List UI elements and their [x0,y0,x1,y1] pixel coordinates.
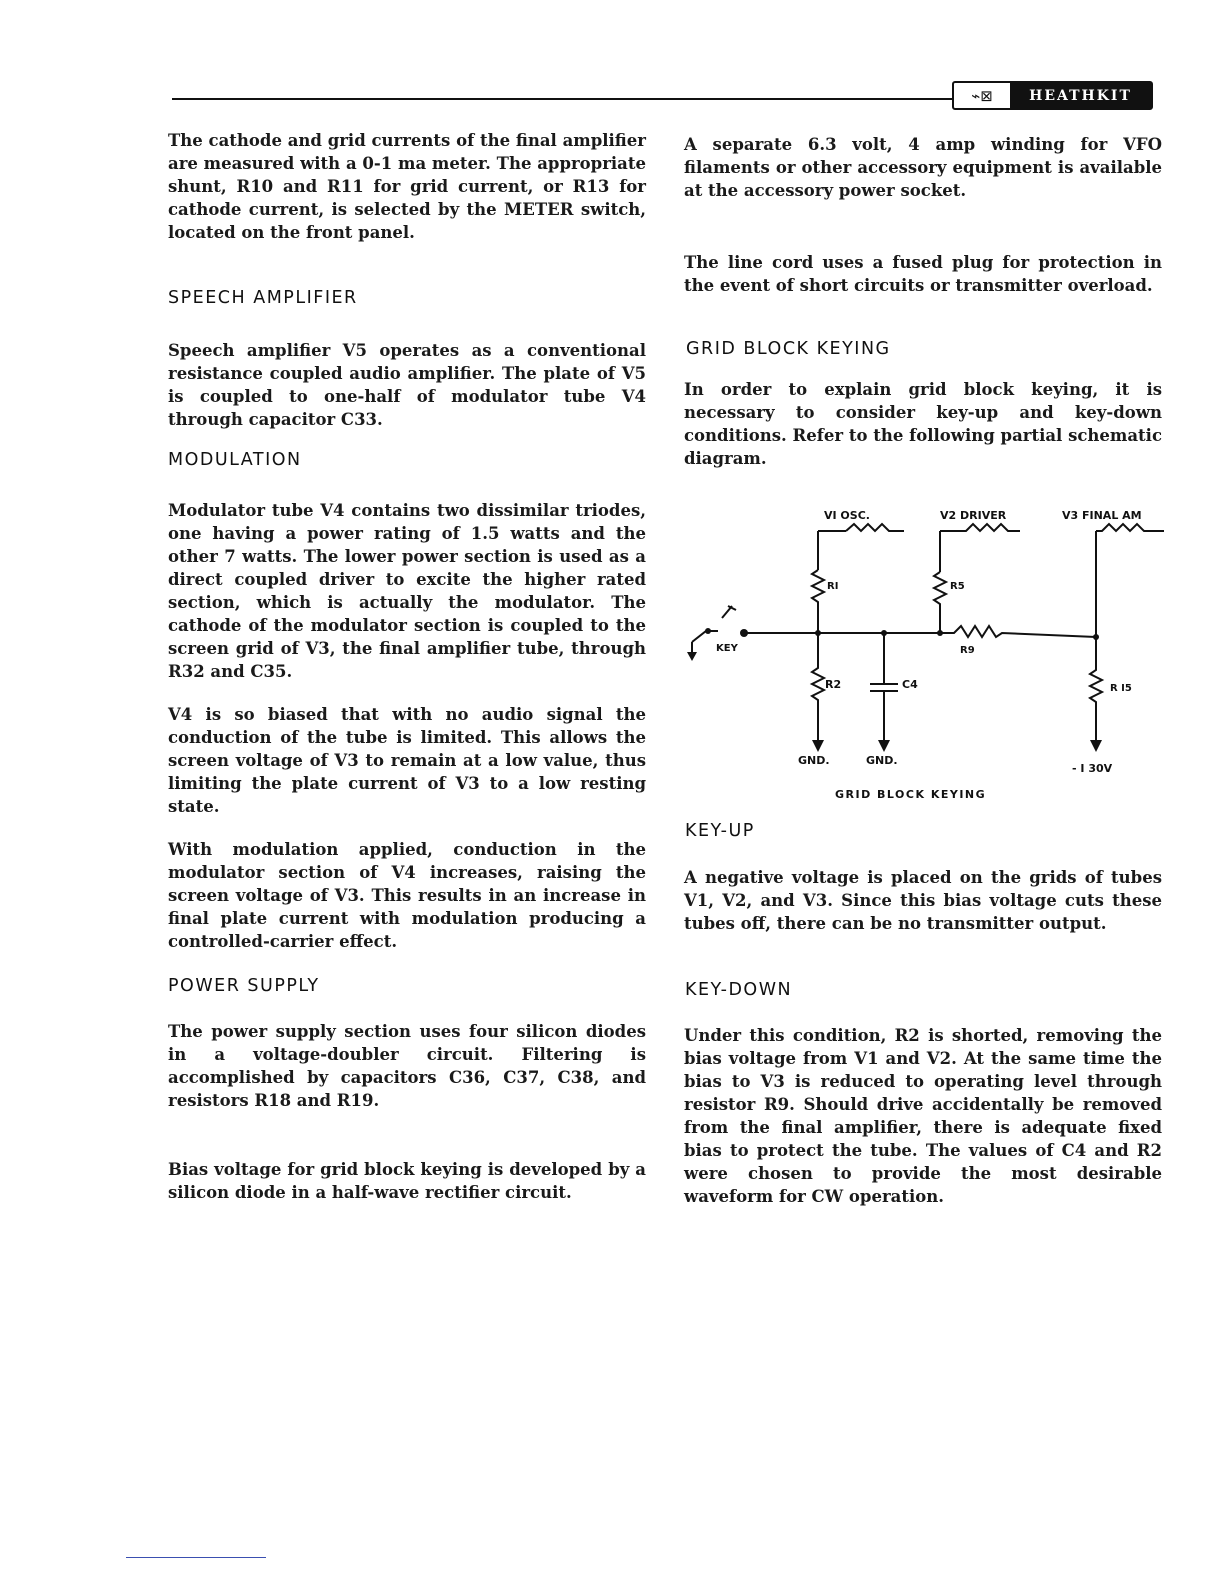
key-down-paragraph: Under this condition, R2 is shorted, removing the bias voltage from V1 and V2. At the same time the bias to V3 is reduced to operating level through resistor R9. Should drive accidentally be removed from the final amplifier, there is adequate fixed bias to protect the tube. The values of C4 and R2 were chosen to provide the most desirable waveform for CW operation. [684,1026,1162,1206]
modulation-paragraph-2: V4 is so biased that with no audio signal the conduction of the tube is limited. This allows the screen voltage of V3 to remain at a low value, thus limiting the plate current of V3 to a low resting state. [168,705,646,816]
r1-resistor [812,570,824,633]
junction-c4 [881,630,887,636]
v2-grid-line [940,524,1020,531]
v1-label: VI OSC. [824,509,870,522]
key-down-heading: KEY-DOWN [685,980,793,1000]
r15-resistor [1090,637,1102,744]
modulation-paragraph-1: Modulator tube V4 contains two dissimilar triodes, one having a power rating of 1.5 watts and the other 7 watts. The lower power section is used as a direct coupled driver to excite the higher rated section, which is actually the modulator. The cathode of the modulator section is coupled to the screen grid of V3, the final amplifier tube, through R32 and C35. [168,501,646,681]
header-rule [172,98,954,100]
v1-vertical [818,531,846,570]
vfo-winding-paragraph: A separate 6.3 volt, 4 amp winding for VFO filaments or other accessory equipment is available at the accessory power socket. [684,135,1162,200]
v3-grid-line [1096,524,1164,531]
neg-voltage-label: - I 30V [1072,762,1113,775]
gnd2-label: GND. [866,754,898,767]
grid-block-keying-heading: GRID BLOCK KEYING [686,339,891,359]
speech-amplifier-heading: SPEECH AMPLIFIER [168,288,358,308]
r9-label: R9 [960,645,975,656]
power-supply-heading: POWER SUPPLY [168,976,320,996]
junction-r1 [815,630,821,636]
v3-label: V3 FINAL AM [1062,509,1142,522]
key-arm [692,631,718,642]
intro-paragraph: The cathode and grid currents of the final amplifier are measured with a 0-1 ma meter. The appropriate shunt, R10 and R11 for grid current, or R13 for cathode current, is selected by the METER switch, located on the front panel. [168,131,646,242]
key-up-heading: KEY-UP [685,821,755,841]
key-contact-left [705,628,711,634]
power-supply-paragraph-1: The power supply section uses four silicon diodes in a voltage-doubler circuit. Filtering is accomplished by capacitors C36, C37, C38, and resistors R18 and R19. [168,1022,646,1110]
neg-arrow [1090,740,1102,752]
gnd2-arrow [878,740,890,752]
key-ground-arrow [687,652,697,661]
modulation-heading: MODULATION [168,450,302,470]
r9-resistor [940,626,1096,637]
modulation-paragraph-3: With modulation applied, conduction in the modulator section of V4 increases, raising the screen voltage of V3. This results in an increase in final plate current with modulation producing a controlled-carrier effect. [168,840,646,951]
junction-r5 [937,630,943,636]
line-cord-paragraph: The line cord uses a fused plug for protection in the event of short circuits or transmitter overload. [684,253,1162,295]
gnd1-label: GND. [798,754,830,767]
diagram-caption: GRID BLOCK KEYING [835,788,987,801]
r1-label: RI [827,581,839,592]
r2-label: R2 [825,678,842,691]
key-label: KEY [716,643,738,654]
gnd1-arrow [812,740,824,752]
key-up-paragraph: A negative voltage is placed on the grids of tubes V1, V2, and V3. Since this bias voltage cuts these tubes off, there can be no transmitter output. [684,868,1162,933]
r15-label: R I5 [1110,683,1132,694]
logo-mark-icon: ⌁⊠ [971,86,993,105]
v2-label: V2 DRIVER [940,509,1007,522]
heathkit-logo [952,81,1153,110]
logo-brand: HEATHKIT [1010,83,1151,108]
r2-resistor [812,633,824,744]
key-lever [722,606,736,618]
speech-amplifier-paragraph: Speech amplifier V5 operates as a conventional resistance coupled audio amplifier. The plate of V5 is coupled to one-half of modulator tube V4 through capacitor C33. [168,341,646,429]
key-contact-right [740,629,748,637]
r5-resistor [934,572,946,633]
grid-block-keying-schematic [684,500,1164,810]
r5-label: R5 [950,581,965,592]
junction-v3 [1093,634,1099,640]
c4-label: C4 [902,678,918,691]
grid-block-keying-paragraph: In order to explain grid block keying, it is necessary to consider key-up and key-down conditions. Refer to the following partial schematic diagram. [684,380,1162,468]
power-supply-paragraph-2: Bias voltage for grid block keying is developed by a silicon diode in a half-wave rectifier circuit. [168,1160,646,1202]
footer-line [126,1557,266,1558]
v1-grid-line [846,524,904,531]
